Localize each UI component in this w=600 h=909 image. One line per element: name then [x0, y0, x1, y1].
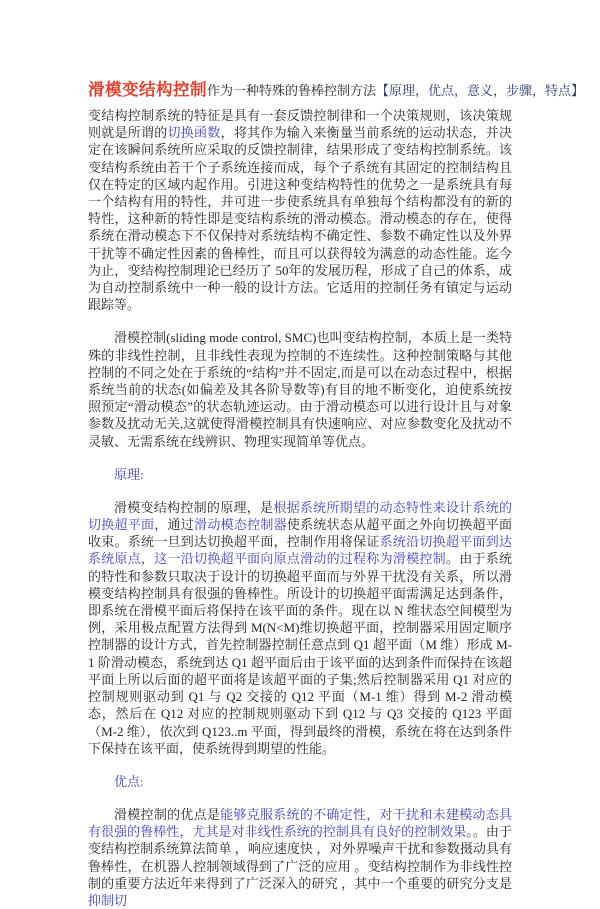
text-segment: 使系统状态从超平面之外向切换超平面收束。系统一旦到达切换超平面，控制作用将保证	[88, 517, 512, 550]
principle-paragraph	[88, 499, 512, 757]
intro-paragraph	[88, 107, 512, 313]
text-segment: 滑模控制的优点是	[114, 806, 221, 822]
smc-definition-paragraph	[88, 329, 512, 449]
text-segment: 作为一种特殊的鲁棒控制方法	[207, 83, 377, 98]
text-segment: ，将其作为输入来衡量当前系统的运动状态，并决定在该瞬间系统所应采取的反馈控制律，结果形成了变结构控制系统。该变结构系统由若干个子系统连接而成，每个子系统有其固定的控制结构且仅在特定的区域内起作用。引进这种变结构特性的优势之一是系统具有每一个结构有用的特性，并可进一步使系统具有单独每个结构都没有的新的特性，这种新的特性即是变结构系统的滑动模态。滑动模态的存在，使得系统在滑动模态下不仅保持对系统结构不确定性、参数不确定性以及外界干扰等不确定性因素的鲁棒性，而且可以获得较为满意的动态性能。迄今为止，变结构控制理论已经历了 50年的发展历程，形成了自己的体系，成为自动控制系统中一种一般的设计方法。它适用的控制任务有镇定与运动跟踪等。	[88, 125, 512, 313]
text-segment: 【原理，优点，意义，步骤，特点】	[376, 83, 585, 98]
inline-link[interactable]: 系统沿切换超平面到达系统原点，这一沿切换超平面向原点滑动的过程称为滑模控制	[88, 534, 512, 567]
inline-link[interactable]: 抑制切	[88, 892, 128, 908]
inline-link[interactable]: 切换函数	[167, 125, 221, 141]
text-segment: 滑模变结构控制的原理，是	[114, 499, 274, 515]
page-title	[88, 80, 585, 100]
section-heading-advantages: 优点:	[114, 773, 144, 789]
text-segment: ，通过	[154, 517, 195, 533]
text-segment: 。。由于变结构控制系统算法简单 ，响应速度快 ，对外界噪声干扰和参数摄动具有鲁棒性，在机器人控制领域得到了广泛的应用 。变结构控制作为非线性控制的重要方法近年来得到了广泛深入的研究 ，其中一个重要的研究分支是	[88, 824, 512, 891]
text-segment: 。由于系统的特性和参数只取决于设计的切换超平面而与外界干扰没有关系，所以滑模变结构控制具有很强的鲁棒性。所设计的切换超平面需满足达到条件，即系统在滑模平面后将保持在该平面的条件。现在以 N 维状态空间模型为例，采用极点配置方法得到 M(N<M)维切换超平面，控制器采用固定顺序控制器的设计方式，首先控制器控制任意点到 Q1 超平面（M 维）形成 M-1 阶滑动模态，系统到达 Q1 超平面后由于该平面的达到条件而保持在该超平面上所以后面的超平面将是该超平面的子集;然后控制器采用 Q1 对应的控制规则驱动到 Q1 与 Q2 交接的 Q12 平面（M-1 维）得到 M-2 滑动模态，然后在 Q12 对应的控制规则驱动下到 Q12 与 Q3 交接的 Q123 平面（M-2 维），依次到 Q123..m 平面，得到最终的滑模，系统在将在达到条件下保持在该平面，使系统得到期望的性能。	[88, 551, 512, 756]
text-segment: 滑模变结构控制	[88, 80, 207, 99]
inline-link[interactable]: 根据系统所期望的动态特性来设计系统的切换超平面	[88, 499, 512, 533]
section-heading-principle: 原理:	[114, 466, 144, 482]
inline-link[interactable]: 滑动模态控制器	[194, 517, 287, 533]
advantages-paragraph	[88, 806, 512, 909]
text-segment: 变结构控制系统的特征是具有一套反馈控制律和一个决策规则，该决策规则就是所谓的	[88, 108, 512, 141]
text-segment: 滑模控制(sliding mode control, SMC)也叫变结构控制，本质上是一类特殊的非线性控制，且非线性表现为控制的不连续性。这种控制策略与其他控制的不同之处在于系统的“结构”并不固定,而是可以在动态过程中，根据系统当前的状态(如偏差及其各阶导数等)有目的地不断变化，迫使系统按照预定“滑动模态”的状态轨迹运动。由于滑动模态可以进行设计且与对象参数及扰动无关,这就使得滑模控制具有快速响应、对应参数变化及扰动不灵敏、无需系统在线辨识、物理实现简单等优点。	[88, 330, 512, 449]
inline-link[interactable]: 能够克服系统的不确定性，对干扰和未建模动态具有很强的鲁棒性，尤其是对非线性系统的控制具有良好的控制效果	[88, 806, 512, 840]
